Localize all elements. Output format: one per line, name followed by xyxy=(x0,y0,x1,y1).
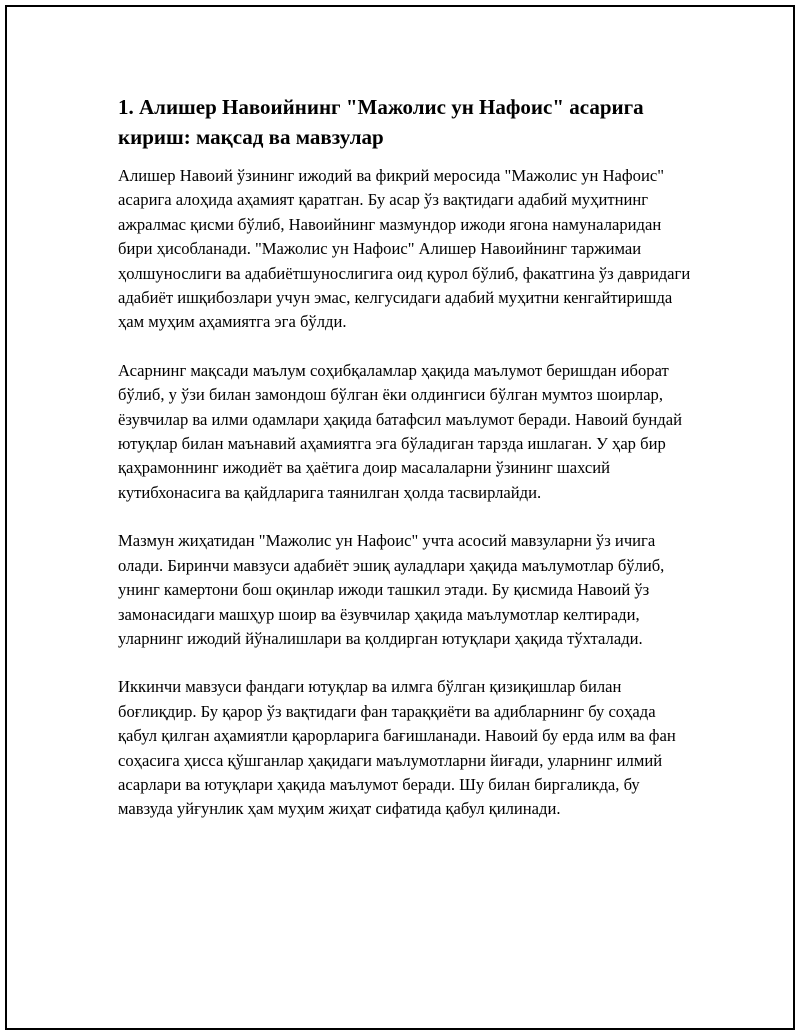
paragraph-second-theme: Иккинчи мавзуси фандаги ютуқлар ва илмга бўлган қизиқишлар билан боғлиқдир. Бу қарор ўз вақтидаги фан тараққиёти ва адибларнинг бу соҳада қабул қилган аҳамиятли қарорларига бағишланади. Навоий бу ерда илм ва фан соҳасига ҳисса қўшганлар ҳақидаги маълумотларни йиғади, уларнинг илмий асарлари ва ютуқлари ҳақида маълумот беради. Шу билан биргаликда, бу мавзуда уйғунлик ҳам муҳим жиҳат сифатида қабул қилинади. xyxy=(118,677,676,819)
section-heading: 1. Алишер Навоийнинг "Мажолис ун Нафоис" асарига кириш: мақсад ва мавзулар xyxy=(118,95,644,149)
paragraph-introduction: Алишер Навоий ўзининг ижодий ва фикрий меросида "Мажолис ун Нафоис" асарига алоҳида аҳамият қаратган. Бу асар ўз вақтидаги адабий муҳитнинг ажралмас қисми бўлиб, Навоийнинг мазмундор ижоди ягона намуналаридан бири ҳисобланади. "Мажолис ун Нафоис" Алишер Навоийнинг таржимаи ҳолшунослиги ва адабиётшунослигига оид қурол бўлиб, факатгина ўз давридаги адабиёт ишқибозлари учун эмас, келгусидаги адабий муҳитни кенгайтиришда ҳам муҳим аҳамиятга эга бўлди. xyxy=(118,166,691,332)
document-body xyxy=(118,92,693,846)
paragraph-first-theme: Мазмун жиҳатидан "Мажолис ун Нафоис" учта асосий мавзуларни ўз ичига олади. Биринчи мавзуси адабиёт эшиқ ауладлари ҳақида маълумотлар бўлиб, унинг камертони бош оқинлар ижоди ташкил этади. Бу қисмида Навоий ўз замонасидаги машҳур шоир ва ёзувчилар ҳақида маълумотлар келтиради, уларнинг ижодий йўналишлари ва қолдирган ютуқлари ҳақида тўхталади. xyxy=(118,531,665,648)
paragraph-purpose: Асарнинг мақсади маълум соҳибқаламлар ҳақида маълумот беришдан иборат бўлиб, у ўзи билан замондош бўлган ёки олдингиси бўлган мумтоз шоирлар, ёзувчилар ва илми одамлари ҳақида батафсил маълумот беради. Навоий бундай ютуқлар билан маънавий аҳамиятга эга бўладиган тарзда ишлаган. У ҳар бир қаҳрамоннинг ижодиёт ва ҳаётига доир масалаларни ўзининг шахсий кутибхонасига ва қайдларига таянилган ҳолда тасвирлайди. xyxy=(118,360,682,502)
